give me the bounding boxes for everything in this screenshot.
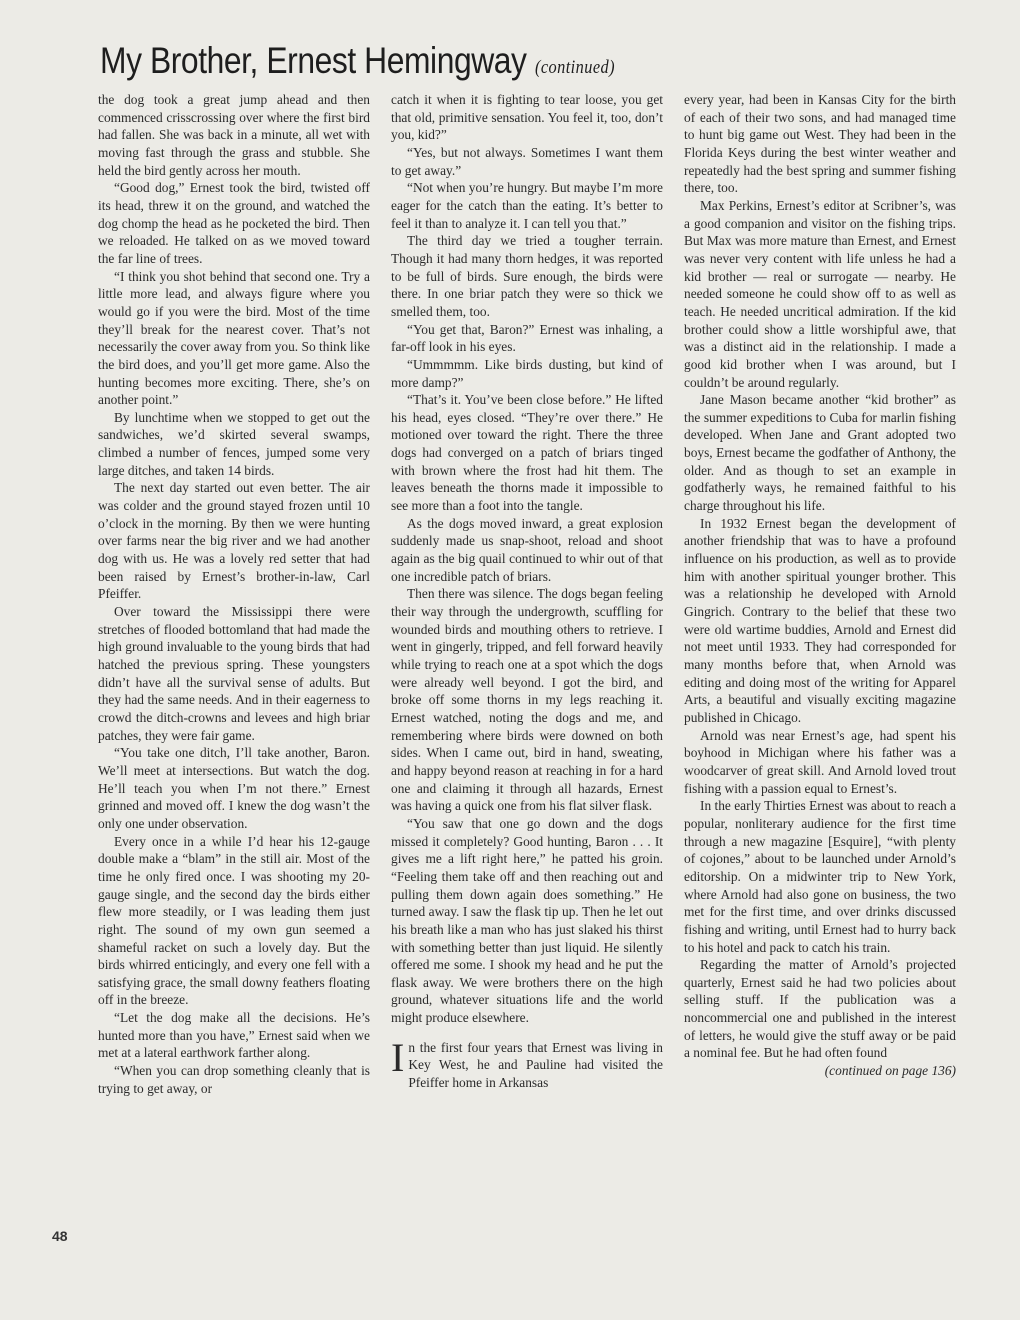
paragraph: The third day we tried a tougher terrain. Though it had many thorn hedges, it was reported to be full of birds. Sure enough, the birds were there. In one briar patch they were so thick we smelled them, too.	[391, 233, 663, 319]
paragraph: “You saw that one go down and the dogs missed it completely? Good hunting, Baron . . . It gives me a lift right here,” he patted his groin. “Feeling them take off and then reaching out and pulling them down again does something.” He turned away. I saw the flask tip up. Then he let out his breath like a man who has just slaked his thirst with something better than just liquid. He silently offered me some. I shook my head and he put the flask away. We were brothers there on the high ground, whatever situations life and the world might produce elsewhere.	[391, 815, 663, 1026]
page-title	[100, 40, 615, 82]
paragraph: Then there was silence. The dogs began feeling their way through the undergrowth, scuffling for wounded birds and mouthing others to retrieve. I went in gingerly, tripped, and fell forward heavily while trying to reach one at a spot which the dogs were already well beyond. I got the bird, and broke off some thorns in my legs reaching it. Ernest watched, noting the dogs and me, and remembering where birds were downed on both sides. When I came out, bird in hand, sweating, and happy beyond reason at reaching in for a hard one and claiming it through all hazards, Ernest was having a quick one from his flat silver flask.	[391, 586, 663, 814]
paragraph: “Not when you’re hungry. But maybe I’m more eager for the catch than the eating. It’s better to feel it than to analyze it. I can tell you that.”	[391, 180, 663, 231]
drop-cap: I	[391, 1034, 405, 1080]
paragraph: “Good dog,” Ernest took the bird, twisted off its head, threw it on the ground, and watched the dog chomp the head as he pocketed the bird. Then we reloaded. He talked on as we moved toward the far line of trees.	[98, 180, 370, 266]
paragraph: “Ummmmm. Like birds dusting, but kind of more damp?”	[391, 356, 663, 390]
paragraph: every year, had been in Kansas City for the birth of each of their two sons, and had managed time to hunt big game out West. They had been in the Florida Keys during the best winter weather and repeatedly had the best spring and summer fishing there, too.	[684, 92, 956, 196]
paragraph: As the dogs moved inward, a great explosion suddenly made us snap-shoot, reload and shoot again as the big quail continued to whir out of that one incredible patch of briars.	[391, 515, 663, 584]
continued-label: (continued)	[534, 57, 615, 78]
text-column-2	[391, 91, 663, 1092]
article-title: My Brother, Ernest Hemingway	[100, 40, 527, 81]
paragraph: “You take one ditch, I’ll take another, Baron. We’ll meet at intersections. But watch the dog. He’ll teach you when I’m not there.” Ernest grinned and moved off. I knew the dog wasn’t the only one under observation.	[98, 745, 370, 831]
continued-on-page-note: (continued on page 136)	[824, 1063, 956, 1079]
paragraph: Max Perkins, Ernest’s editor at Scribner’s, was a good companion and visitor on the fishing trips. But Max was more mature than Ernest, and Ernest was never very content with life unless he had a kid brother — real or surrogate — nearby. He needed someone he could show off to as well as teach. He needed uncritical admiration. If the kid brother could show a little worshipful awe, that was a distinct aid in the relationship. I made a good kid brother when I was around, but I couldn’t be around regularly.	[684, 197, 956, 390]
text-column-1	[98, 91, 370, 1097]
paragraph: “When you can drop something cleanly that is trying to get away, or	[98, 1063, 370, 1096]
page-number: 48	[52, 1228, 68, 1244]
paragraph: Every once in a while I’d hear his 12-gauge double make a “blam” in the still air. Most of the time he only fired once. I was shooting my 20-gauge single, and the second day the birds either flew more steadily, or I was leading them just right. The sound of my own gun seemed a shameful racket on such a lovely day. But the birds whirred enticingly, and every one fell with a satisfying grace, the small downy feathers floating off in the breeze.	[98, 833, 370, 1008]
paragraph: catch it when it is fighting to tear loose, you get that old, primitive sensation. You feel it, too, don’t you, kid?”	[391, 92, 663, 143]
paragraph: Regarding the matter of Arnold’s projected quarterly, Ernest said he had two policies about selling stuff. If the publication was a noncommercial one and published in the interest of letters, he would give the stuff away or be paid a nominal fee. But he had often found	[684, 957, 956, 1061]
paragraph: In the early Thirties Ernest was about to reach a popular, nonliterary audience for the first time through a new magazine [Esquire], “with plenty of cojones,” about to be launched under Arnold’s editorship. On a midwinter trip to New York, where Arnold had also gone on business, the two met for the first time, and over drinks discussed fishing and writing, until Ernest had to hurry back to his hotel and pack to catch his train.	[684, 798, 956, 955]
paragraph: the dog took a great jump ahead and then commenced crisscrossing over where the first bird had fallen. She was back in a minute, all wet with moving fast through the grass and stubble. She held the bird gently across her mouth.	[98, 92, 370, 178]
paragraph: Over toward the Mississippi there were stretches of flooded bottomland that had made the high ground invaluable to the young birds that had hatched the previous spring. These youngsters didn’t have all the survival sense of adults. But they had the same needs. And in their eagerness to crowd the ditch-crowns and levees and high briar patches, they were fair game.	[98, 604, 370, 743]
paragraph: “I think you shot behind that second one. Try a little more lead, and always figure where you would go if you were the bird. Most of the time they’ll break for the nearest cover. That’s not necessarily the cover away from you. So think like the bird does, and you’ll get more game. Also the hunting becomes more exciting. There, she’s on another point.”	[98, 268, 370, 408]
paragraph: Jane Mason became another “kid brother” as the summer expeditions to Cuba for marlin fishing developed. When Jane and Grant adopted two boys, Ernest became the godfather of Anthony, the older. And as though to set an example in godfatherly ways, he remained faithful to his charge throughout his life.	[684, 392, 956, 514]
paragraph: “You get that, Baron?” Ernest was inhaling, a far-off look in his eyes.	[391, 321, 663, 355]
paragraph: “Yes, but not always. Sometimes I want them to get away.”	[391, 144, 663, 178]
drop-cap-text: n the first four years that Ernest was living in Key West, he and Pauline had visited the Pfeiffer home in Arkansas	[408, 1039, 663, 1091]
paragraph: The next day started out even better. The air was colder and the ground stayed frozen until 10 o’clock in the morning. By then we were hunting over farms near the big river and we had another dog with us. He was a lovely red setter that had been raised by Ernest’s brother-in-law, Carl Pfeiffer.	[98, 480, 370, 602]
paragraph: By lunchtime when we stopped to get out the sandwiches, we’d skirted several swamps, climbed a number of fences, jumped some very large ditches, and taken 14 birds.	[98, 409, 370, 478]
paragraph: “Let the dog make all the decisions. He’s hunted more than you have,” Ernest said when we met at a lateral earthwork farther along.	[98, 1010, 370, 1061]
paragraph: “That’s it. You’ve been close before.” He lifted his head, eyes closed. “They’re over there.” He motioned over toward the right. There the three dogs had converged on a patch of briars tinged with brown where the frost had hit them. The leaves beneath the thorns made it impossible to see more than a foot into the tangle.	[391, 392, 663, 514]
paragraph: In 1932 Ernest began the development of another friendship that was to have a profound influence on his production, as well as to provide him with another spiritual younger brother. This was a relationship he developed with Arnold Gingrich. Contrary to the belief that these two were old wartime buddies, Arnold and Ernest did not meet until 1933. They had corresponded for many months before that, when Arnold was editing and doing most of the writing for Apparel Arts, a beautiful and visually exciting magazine published in Chicago.	[684, 515, 956, 725]
text-column-3	[684, 91, 956, 1080]
section-opening-paragraph	[391, 1034, 663, 1092]
paragraph: Arnold was near Ernest’s age, had spent his boyhood in Michigan where his father was a woodcarver of great skill. And Arnold loved trout fishing with a passion equal to Ernest’s.	[684, 727, 956, 796]
